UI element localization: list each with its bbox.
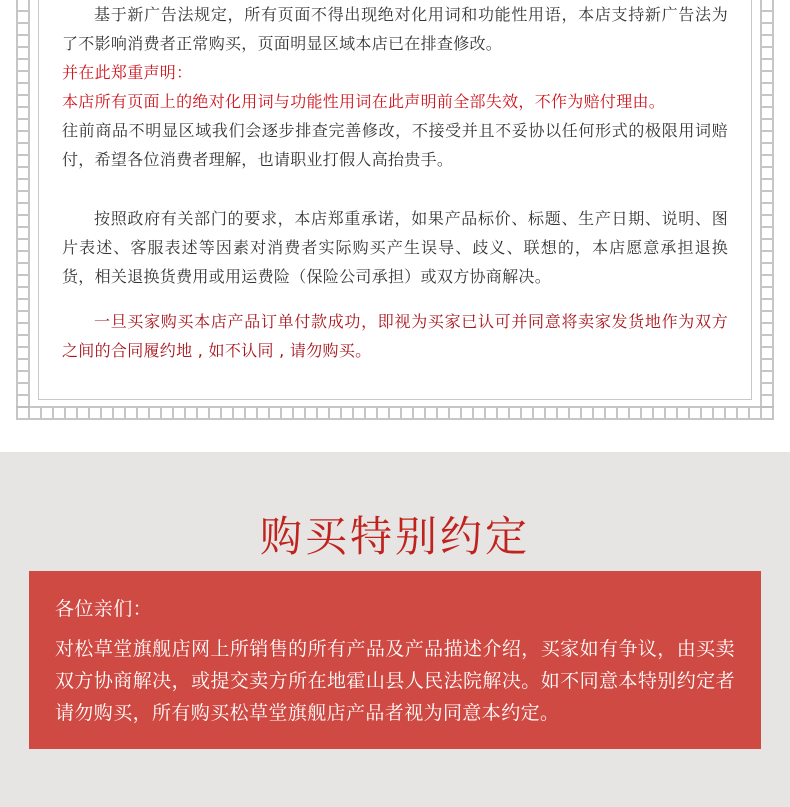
- border-inner-line-right: [751, 0, 752, 400]
- agreement-panel: [29, 571, 761, 749]
- greek-key-border-right: [760, 0, 774, 408]
- contract-location-paragraph: 一旦买家购买本店产品订单付款成功，即视为买家已认可并同意将卖家发货地作为双方之间的合同履约地 , 如不认同 , 请勿购买。: [62, 312, 728, 360]
- agreement-body: 对松草堂旗舰店网上所销售的所有产品及产品描述介绍，买家如有争议，由买卖双方协商解决，或提交卖方所在地霍山县人民法院解决。如不同意本特别约定者请勿购买，所有购买松草堂旗舰店产品者视为同意本约定。: [55, 638, 735, 724]
- declaration-statement: 本店所有页面上的绝对化用词与功能性用词在此声明前全部失效，不作为赔付理由。: [62, 92, 666, 111]
- border-inner-line-left: [38, 0, 39, 400]
- purchase-agreement-section: [0, 452, 790, 807]
- agreement-title: 购买特别约定: [259, 512, 530, 561]
- commitment-paragraph: 按照政府有关部门的要求，本店郑重承诺，如果产品标价、标题、生产日期、说明、图片表述、客服表述等因素对消费者实际购买产生误导、歧义、联想的，本店愿意承担退换货，相关退换货费用或用运费险（保险公司承担）或双方协商解决。: [62, 209, 728, 286]
- greek-key-border-bottom: [16, 406, 774, 420]
- declaration-heading: 并在此郑重声明：: [62, 63, 193, 82]
- agreement-text: [55, 593, 735, 729]
- ad-law-paragraph: 基于新广告法规定，所有页面不得出现绝对化用词和功能性用语，本店支持新广告法为了不影响消费者正常购买，页面明显区域本店已在排查修改。: [62, 5, 728, 53]
- notice-text: [62, 0, 728, 365]
- greek-key-border-left: [16, 0, 30, 408]
- agreement-greeting: 各位亲们：: [55, 598, 153, 620]
- border-inner-line-bottom: [38, 399, 752, 400]
- declaration-details: 往前商品不明显区域我们会逐步排查完善修改，不接受并且不妥协以任何形式的极限用词赔付，希望各位消费者理解，也请职业打假人高抬贵手。: [62, 121, 728, 169]
